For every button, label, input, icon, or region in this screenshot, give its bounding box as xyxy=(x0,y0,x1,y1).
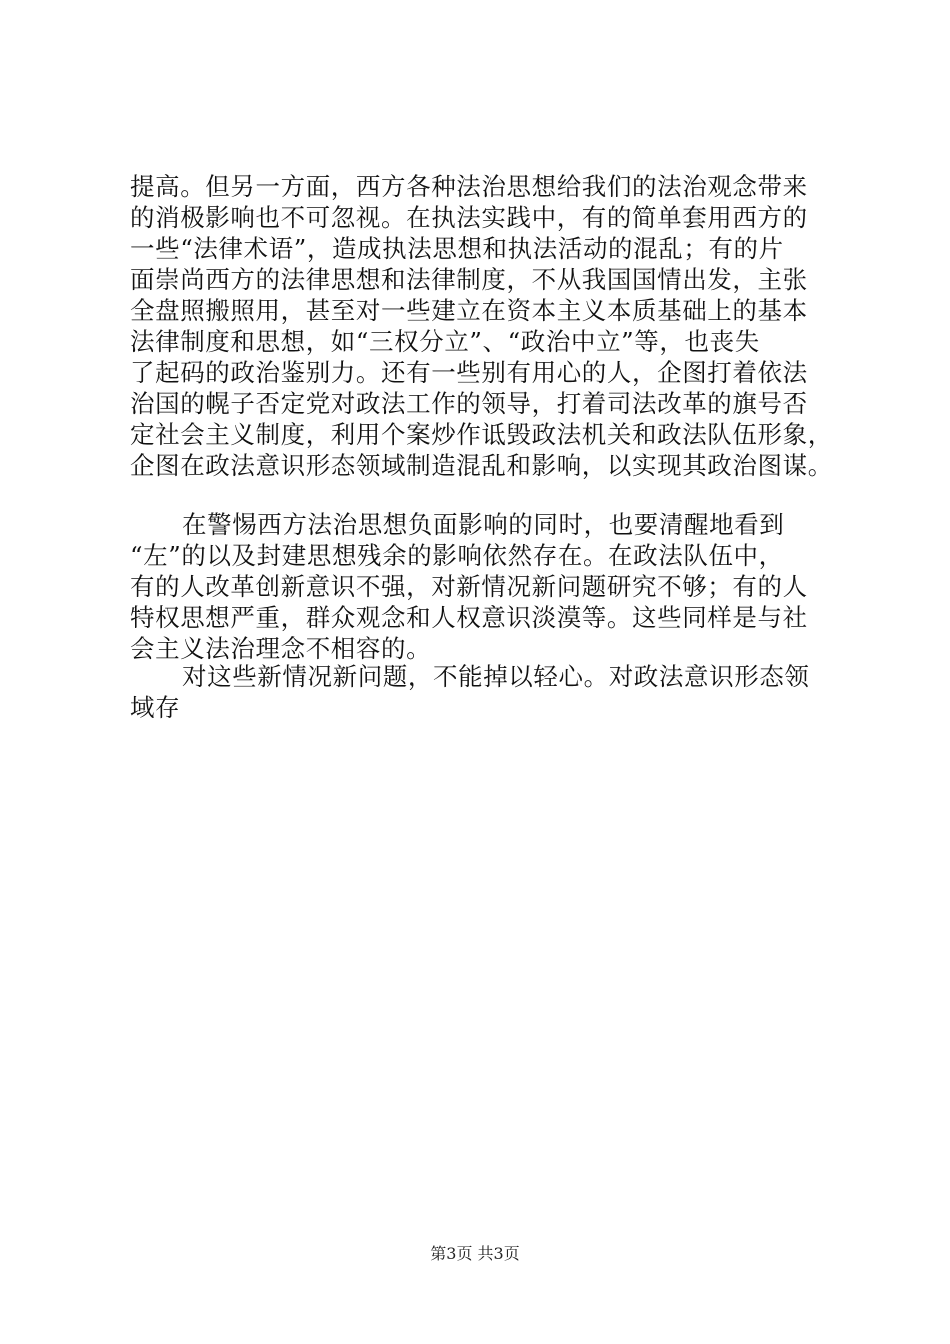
text-line: 企图在政法意识形态领域制造混乱和影响，以实现其政治图谋。 xyxy=(130,451,833,480)
text-line: 在警惕西方法治思想负面影响的同时，也要清醒地看到 xyxy=(182,510,785,539)
text-line: 提高。但另一方面，西方各种法治思想给我们的法治观念带来 xyxy=(130,172,808,201)
text-line: 治国的幌子否定党对政法工作的领导，打着司法改革的旗号否 xyxy=(130,389,808,418)
text-line: 域存 xyxy=(130,693,181,722)
text-line: 一些“法律术语”，造成执法思想和执法活动的混乱；有的片 xyxy=(130,234,784,263)
text-line: 特权思想严重，群众观念和人权意识淡漠等。这些同样是与社 xyxy=(130,603,808,632)
text-line: 了起码的政治鉴别力。还有一些别有用心的人，企图打着依法 xyxy=(130,358,808,387)
text-line: 面崇尚西方的法律思想和法律制度，不从我国国情出发，主张 xyxy=(130,265,808,294)
page-footer: 第3页 共3页 xyxy=(430,1244,520,1263)
text-line: 会主义法治理念不相容的。 xyxy=(130,634,432,663)
text-line: 全盘照搬照用，甚至对一些建立在资本主义本质基础上的基本 xyxy=(130,296,808,325)
paragraph-2 xyxy=(130,509,850,664)
paragraph-3 xyxy=(130,661,850,723)
text-line: 定社会主义制度，利用个案炒作诋毁政法机关和政法队伍形象， xyxy=(130,420,833,449)
text-line: 有的人改革创新意识不强，对新情况新问题研究不够；有的人 xyxy=(130,572,808,601)
text-line: “左”的以及封建思想残余的影响依然存在。在政法队伍中， xyxy=(130,541,784,570)
paragraph-1 xyxy=(130,171,850,481)
text-line: 对这些新情况新问题，不能掉以轻心。对政法意识形态领 xyxy=(182,662,810,691)
text-line: 法律制度和思想，如“三权分立”、“政治中立”等，也丧失 xyxy=(130,327,760,356)
text-line: 的消极影响也不可忽视。在执法实践中，有的简单套用西方的 xyxy=(130,203,808,232)
